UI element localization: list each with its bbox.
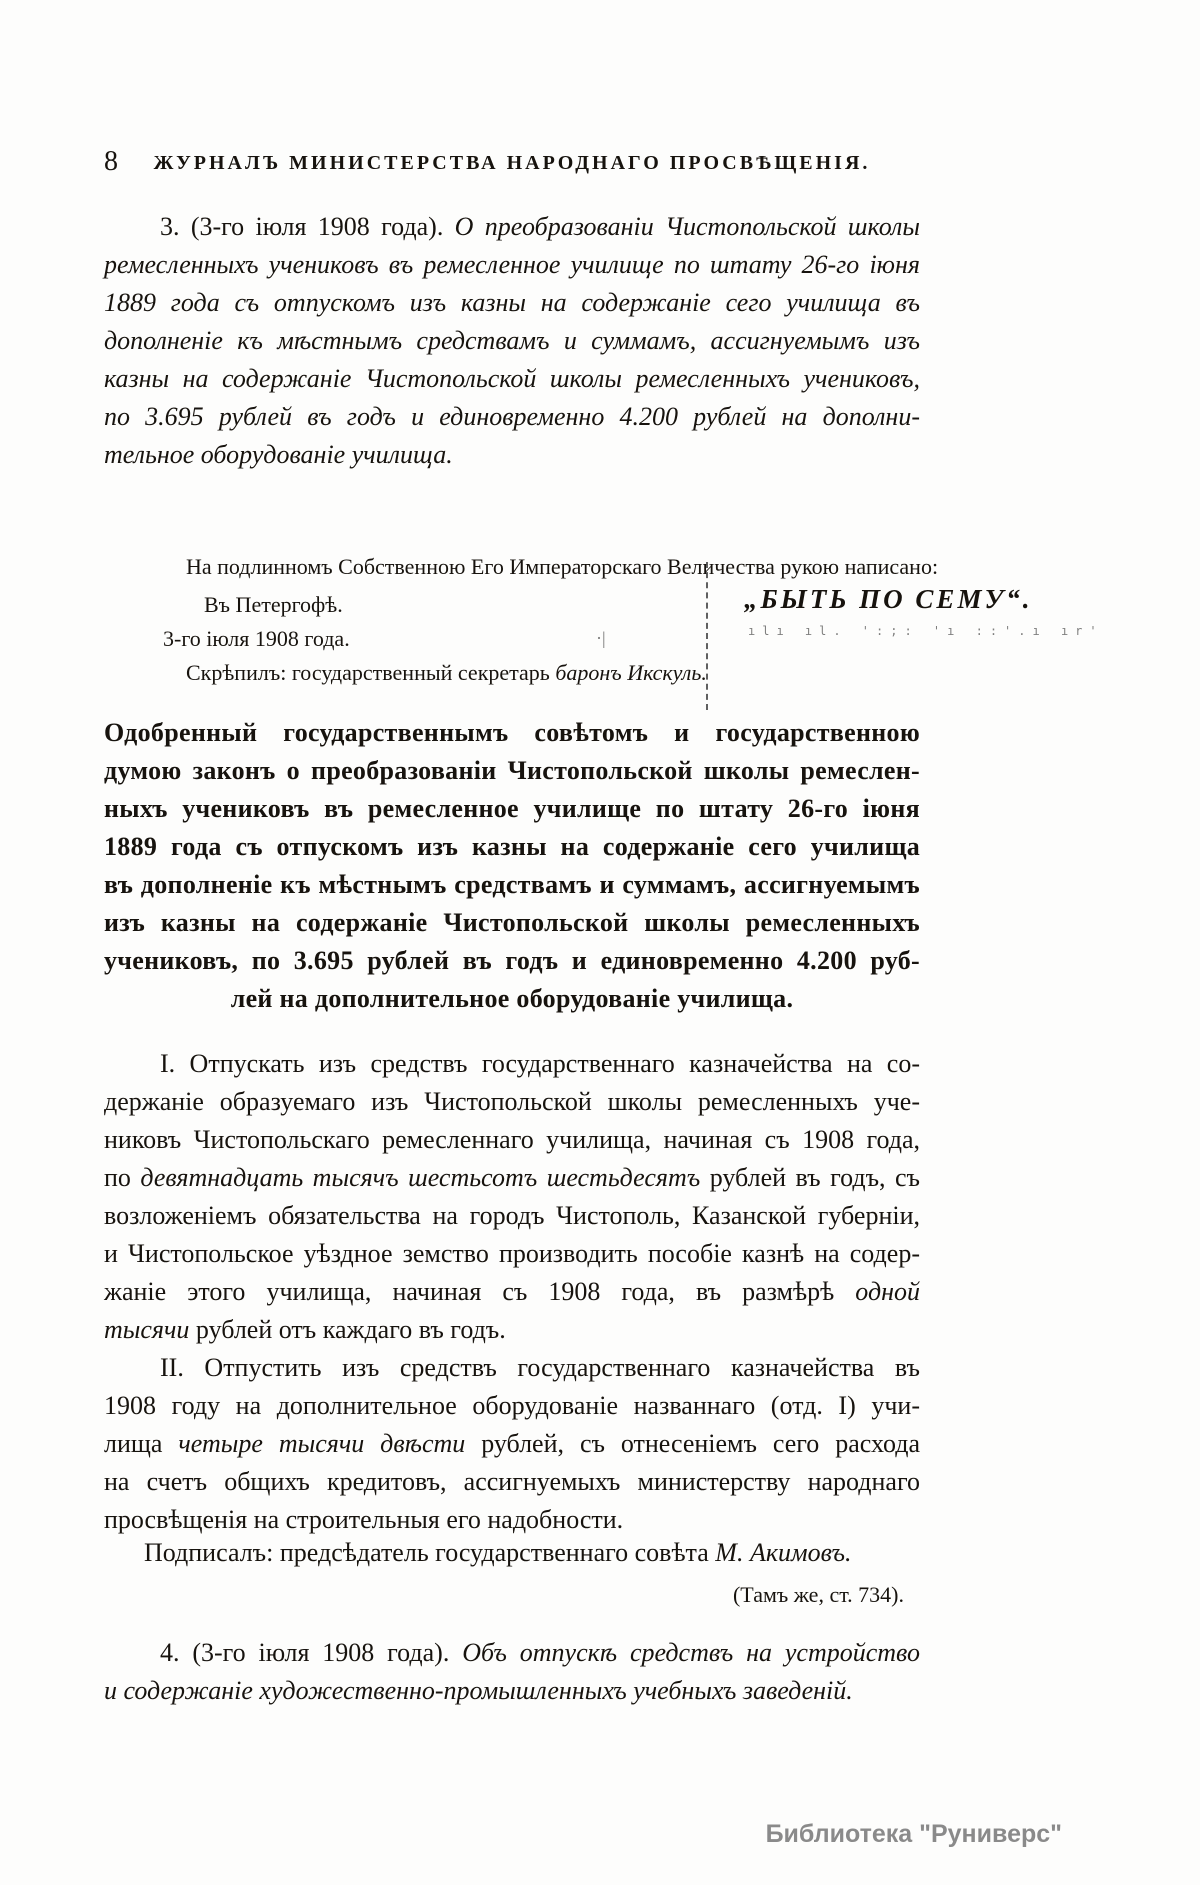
text-line: тысячи рублей отъ каждаго въ годъ. — [104, 1315, 506, 1344]
citation-reference: (Тамъ же, ст. 734). — [732, 1582, 904, 1607]
journal-header: ЖУРНАЛЪ МИНИСТЕРСТВА НАРОДНАГО ПРОСВѢЩЕНІЯ. — [153, 152, 871, 174]
section-2-paragraph — [104, 1349, 920, 1539]
text-line: 3. (3-го іюля 1908 года). О преобразованіи Чистопольской школы — [160, 212, 920, 241]
text-line: II. Отпустить изъ средствъ государственнаго казначейства въ — [160, 1353, 920, 1382]
text-line: никовъ Чистопольскаго ремесленнаго училища, начиная съ 1908 года, — [104, 1125, 920, 1154]
text-line: лей на дополнительное оборудованіе училища. — [230, 984, 794, 1013]
text-line: казны на содержаніе Чистопольской школы ремесленныхъ учениковъ, — [104, 364, 920, 393]
text-line: на счетъ общихъ кредитовъ, ассигнуемыхъ министерству народнаго — [104, 1467, 920, 1496]
text-line: изъ казны на содержаніе Чистопольской школы ремесленныхъ — [104, 908, 920, 937]
countersign-label: Скрѣпилъ: государственный секретарь — [186, 660, 556, 685]
text-line: возложеніемъ обязательства на городъ Чистополь, Казанской губерніи, — [104, 1201, 920, 1230]
text-line: по девятнадцать тысячъ шестьсотъ шестьдесятъ рублей въ годъ, съ — [104, 1163, 920, 1192]
rescript-resolution: „БЫТЬ ПО СЕМУ“. — [744, 584, 1033, 614]
text-line: 4. (3-го іюля 1908 года). Объ отпускѣ средствъ на устройство — [160, 1638, 921, 1667]
text-line: держаніе образуемаго изъ Чистопольской школы ремесленныхъ уче- — [104, 1087, 920, 1116]
text-line: думою законъ о преобразованіи Чистопольской школы ремеслен- — [104, 756, 920, 785]
text-line: 1908 году на дополнительное оборудованіе названнаго (отд. I) учи- — [104, 1391, 920, 1420]
text-line: ныхъ учениковъ въ ремесленное училище по штату 26-го іюня — [104, 794, 920, 823]
text-line: по 3.695 рублей въ годъ и единовременно 4.200 рублей на дополни- — [104, 402, 920, 431]
rescript-countersign — [186, 658, 707, 688]
approved-law-paragraph — [104, 714, 920, 1018]
text-line: I. Отпускать изъ средствъ государственнаго казначейства на со- — [160, 1049, 920, 1078]
text-line: и Чистопольское уѣздное земство производить пособіе казнѣ на содер- — [104, 1239, 920, 1268]
text-line: дополненіе къ мѣстнымъ средствамъ и суммамъ, ассигнуемымъ изъ — [104, 326, 920, 355]
scan-artifact-mark: ·| — [596, 628, 606, 648]
runivers-watermark: Библиотека "Руниверс" — [765, 1820, 1062, 1848]
entry-4-heading — [104, 1634, 920, 1710]
text-line: ремесленныхъ учениковъ въ ремесленное училище по штату 26-го іюня — [104, 250, 920, 279]
rescript-intro: На подлинномъ Собственною Его Императорскаго Величества рукою написано: — [186, 554, 939, 579]
signature-name: М. Акимовъ. — [715, 1538, 852, 1567]
text-line: въ дополненіе къ мѣстнымъ средствамъ и суммамъ, ассигнуемымъ — [104, 870, 920, 899]
text-line: жаніе этого училища, начиная съ 1908 года, въ размѣрѣ одной — [104, 1277, 920, 1306]
text-line: учениковъ, по 3.695 рублей въ годъ и единовременно 4.200 руб- — [104, 946, 920, 975]
section-1-paragraph — [104, 1045, 920, 1349]
text-line: и содержаніе художественно-промышленныхъ учебныхъ заведеній. — [104, 1676, 853, 1705]
text-line: просвѣщенія на строительныя его надобности. — [104, 1505, 624, 1534]
page-number: 8 — [104, 146, 118, 177]
entry-3-heading — [104, 208, 920, 474]
countersign-name: баронъ Икскуль. — [555, 660, 707, 685]
signature-line — [104, 1538, 920, 1568]
text-line: тельное оборудованіе училища. — [104, 440, 453, 469]
scan-artifact-noise: ılı ıl. ':;: 'ı ::'.ı ır' — [748, 624, 1104, 638]
text-line: лища четыре тысячи двѣсти рублей, съ отнесеніемъ сего расхода — [104, 1429, 920, 1458]
rescript-place: Въ Петергофѣ. — [204, 592, 343, 617]
rescript-date: 3-го іюля 1908 года. — [163, 626, 350, 651]
signature-label: Подписалъ: предсѣдатель государственнаго совѣта — [144, 1538, 716, 1567]
text-line: 1889 года съ отпускомъ изъ казны на содержаніе сего училища въ — [104, 288, 920, 317]
text-line: Одобренный государственнымъ совѣтомъ и государственною — [104, 718, 920, 747]
text-line: 1889 года съ отпускомъ изъ казны на содержаніе сего училища — [104, 832, 920, 861]
